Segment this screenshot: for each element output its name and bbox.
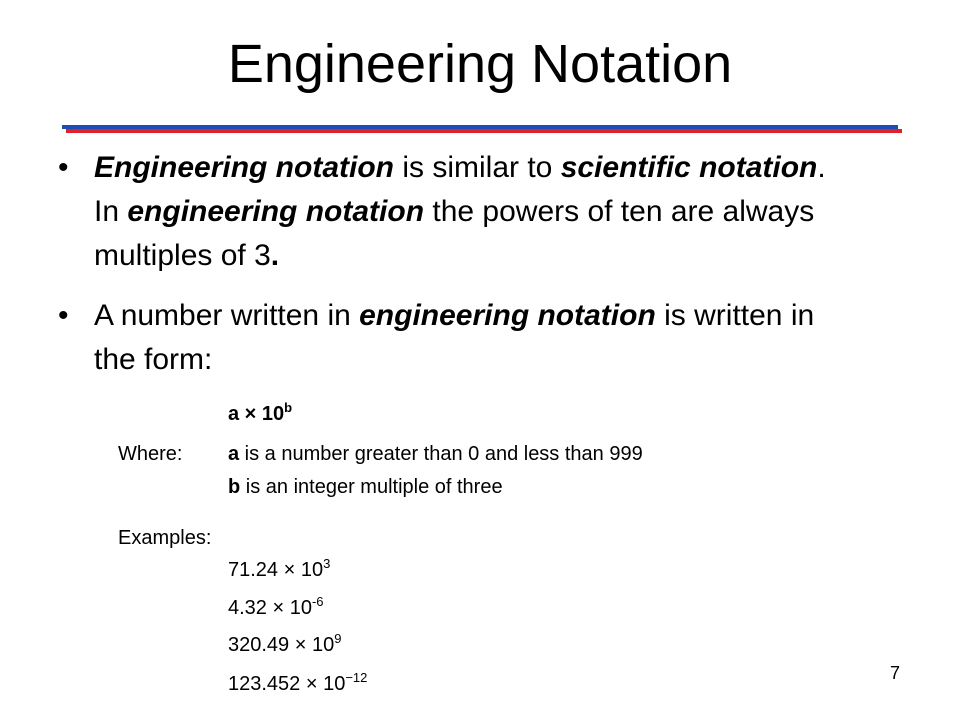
example-exponent: 9 — [334, 631, 342, 646]
form-base: a × 10 — [228, 403, 285, 425]
text-fragment: A number written in — [94, 299, 360, 332]
term-engineering-notation: Engineering notation — [94, 151, 394, 184]
bullet-definition — [58, 146, 858, 278]
form-exponent: b — [284, 400, 293, 415]
example-base: 71.24 × 10 — [228, 559, 324, 581]
example-item — [228, 558, 330, 582]
text-fragment: is written in the form: — [94, 299, 815, 376]
example-item — [228, 633, 341, 657]
term-engineering-notation: engineering notation — [127, 195, 425, 228]
term-scientific-notation: scientific notation — [560, 151, 818, 184]
variable-a: a — [228, 443, 240, 465]
example-exponent: -6 — [311, 594, 324, 609]
bullet-dot-icon: • — [58, 299, 69, 332]
where-line-a — [228, 442, 643, 466]
example-item — [228, 596, 324, 620]
example-exponent: −12 — [345, 670, 368, 685]
title-underline-red — [66, 129, 902, 133]
bullet-definition-text — [94, 146, 858, 278]
text-fragment: the powers of ten are always multiples of 3 — [94, 195, 815, 272]
example-base: 4.32 × 10 — [228, 597, 312, 619]
slide-title: Engineering Notation — [227, 34, 733, 94]
where-line-a-text: is a number greater than 0 and less than 999 — [239, 443, 643, 465]
bullet-dot-icon: • — [58, 151, 69, 184]
text-fragment: is similar to — [394, 151, 561, 184]
bullet-form-text — [94, 294, 858, 382]
text-fragment: . In — [94, 151, 826, 228]
bullet-form — [58, 294, 858, 382]
where-line-b-text: is an integer multiple of three — [240, 476, 503, 498]
example-item — [228, 672, 367, 696]
example-base: 320.49 × 10 — [228, 634, 335, 656]
page-number: 7 — [890, 663, 901, 683]
example-base: 123.452 × 10 — [228, 673, 346, 695]
variable-b: b — [228, 476, 241, 498]
where-line-b — [228, 475, 503, 499]
general-form — [228, 402, 292, 426]
where-label: Where: — [118, 443, 183, 465]
text-fragment: . — [270, 239, 280, 272]
term-engineering-notation: engineering notation — [359, 299, 656, 332]
example-exponent: 3 — [323, 556, 331, 571]
examples-label: Examples: — [118, 527, 212, 549]
